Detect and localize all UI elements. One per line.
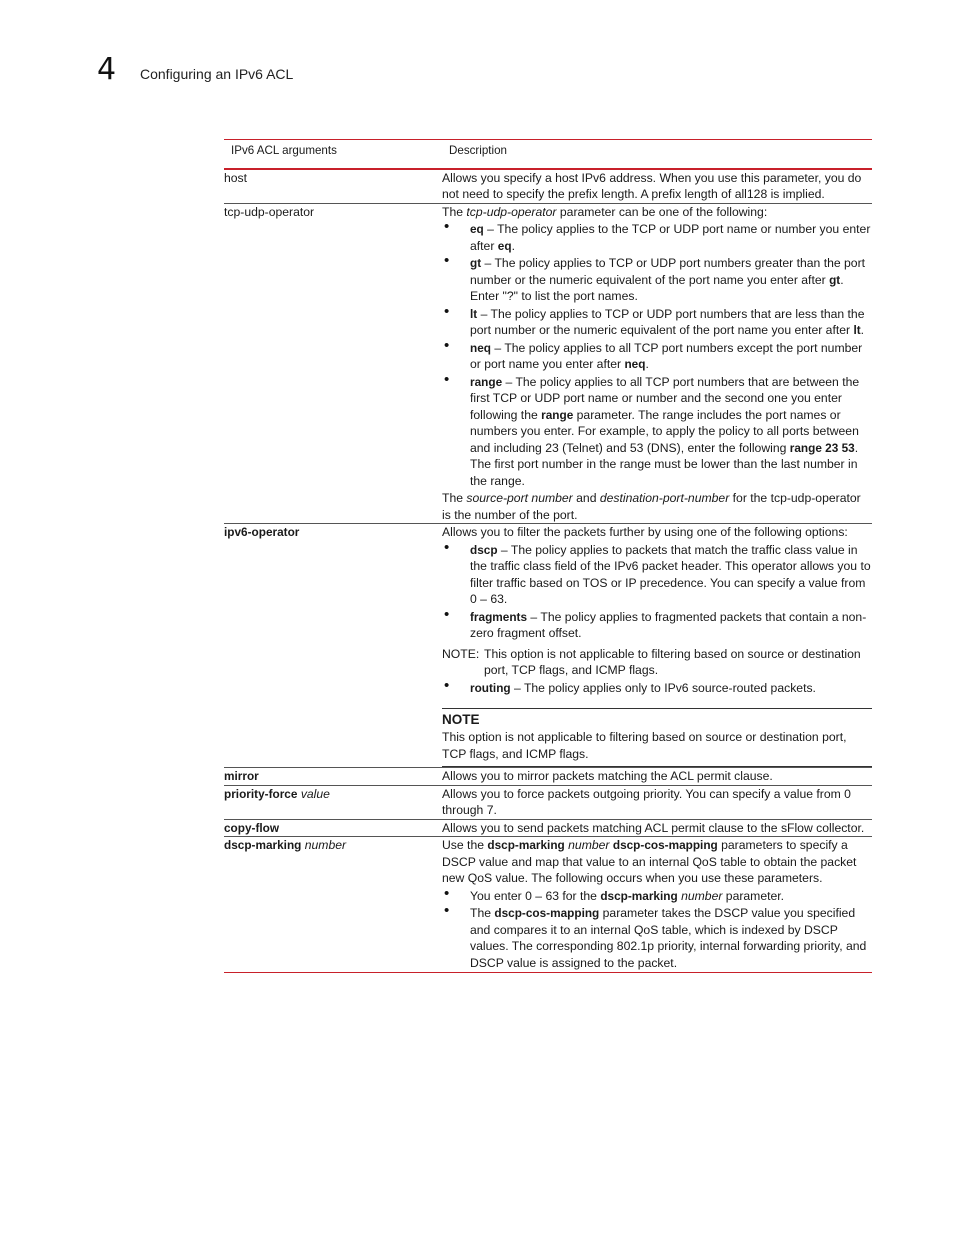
param-name: source-port number	[466, 491, 573, 505]
keyword: dscp-marking	[487, 838, 565, 852]
table-row-dscp-marking	[224, 837, 872, 973]
argument-name: mirror	[224, 769, 259, 783]
argument-cell	[224, 837, 442, 973]
list-item	[442, 888, 872, 905]
table-header-row	[224, 140, 872, 169]
text: Use the	[442, 838, 488, 852]
description-cell	[442, 524, 872, 768]
keyword: dscp-cos-mapping	[612, 838, 718, 852]
description-cell	[442, 768, 872, 786]
description-intro: Allows you to filter the packets further by using one of the following options:	[442, 525, 848, 539]
param-name: number	[681, 888, 723, 903]
param-name: tcp-udp-operator	[466, 204, 557, 219]
description-cell	[442, 169, 872, 204]
table-row-copy-flow	[224, 819, 872, 837]
list-item-fragments	[442, 609, 872, 642]
text: . The first port number in the range must be lower than the last number in the range.	[470, 440, 859, 488]
text: – The policy applies to TCP or UDP port numbers greater than the port number or the numeric equivalent of the port name you enter after	[470, 256, 866, 287]
list-item-neq	[442, 340, 872, 373]
argument-name: host	[224, 170, 248, 185]
text: parameter takes the DSCP value you specified and compares it to an internal QoS table, which is indexed by DSCP values. The corresponding 802.1p priority, internal forwarding priority, and DSCP value is assigned to the packet.	[470, 906, 867, 970]
text: – The policy applies to fragmented packets that contain a non-zero fragment offset.	[470, 609, 867, 640]
keyword: lt	[470, 306, 478, 321]
operator-list	[442, 680, 872, 697]
operator-list	[442, 542, 872, 642]
inline-note	[442, 646, 872, 679]
text: The	[442, 204, 467, 219]
operator-list	[442, 221, 872, 489]
list-item-routing	[442, 680, 872, 697]
text: parameter. The range includes the port names or numbers you enter. For example, to apply the policy to all ports between and including 23 (Telnet) and 53 (DNS), enter the following	[470, 407, 859, 455]
chapter-number: 4	[97, 52, 117, 87]
text: .	[645, 357, 649, 371]
text: for the tcp-udp-operator is the number of the port.	[442, 491, 861, 522]
text: and	[572, 491, 600, 505]
keyword: neq	[470, 340, 491, 355]
list-item-lt	[442, 306, 872, 339]
keyword: dscp-cos-mapping	[494, 906, 600, 920]
list-item-dscp	[442, 542, 872, 608]
argument-name: tcp-udp-operator	[224, 204, 315, 219]
keyword: range	[541, 407, 574, 422]
text: parameter.	[722, 888, 785, 903]
list-item	[442, 905, 872, 971]
argument-name: copy-flow	[224, 820, 280, 835]
argument-cell	[224, 524, 442, 768]
list-item-range	[442, 374, 872, 490]
list-item-eq	[442, 221, 872, 254]
text: – The policy applies to all TCP port numbers except the port number or port name you enter after	[470, 340, 863, 371]
keyword: lt	[853, 323, 861, 337]
keyword: eq	[497, 238, 512, 253]
description-intro	[442, 204, 872, 221]
table-row-ipv6-operator	[224, 524, 872, 768]
keyword: gt	[470, 256, 482, 270]
argument-param: value	[300, 786, 330, 801]
argument-name: ipv6-operator	[224, 525, 300, 539]
list-item-gt	[442, 255, 872, 305]
keyword: fragments	[470, 609, 528, 624]
argument-name: priority-force	[224, 786, 298, 801]
description-text: Allows you to force packets outgoing priority. You can specify a value from 0 through 7.	[442, 786, 851, 817]
description-intro	[442, 837, 872, 887]
argument-cell	[224, 203, 442, 524]
table-row-mirror	[224, 768, 872, 786]
keyword: range 23 53	[789, 440, 855, 455]
column-header-description: Description	[449, 144, 507, 157]
text: – The policy applies to TCP or UDP port numbers that are less than the port number or the numeric equivalent of the port name you enter after	[470, 306, 865, 337]
description-text: Allows you to send packets matching ACL permit clause to the sFlow collector.	[442, 820, 865, 835]
argument-cell	[224, 785, 442, 819]
column-header-arguments: IPv6 ACL arguments	[231, 144, 337, 157]
text: – The policy applies to packets that match the traffic class value in the traffic class field of the IPv6 packet header. This operator allows you to filter traffic based on TOS or IP precedence. You can specify a value from 0 – 63.	[470, 542, 871, 606]
note-box	[442, 708, 872, 767]
argument-param: number	[304, 838, 347, 852]
table-row-host	[224, 169, 872, 204]
description-cell	[442, 785, 872, 819]
text: – The policy applies only to IPv6 source-routed packets.	[510, 680, 816, 695]
note-label: NOTE:	[442, 646, 480, 661]
note-text: This option is not applicable to filtering based on source or destination port, TCP flags, and ICMP flags.	[484, 646, 861, 677]
keyword: range	[470, 374, 503, 389]
description-cell	[442, 203, 872, 524]
note-body: This option is not applicable to filtering based on source or destination port, TCP flags, and ICMP flags.	[442, 730, 847, 761]
argument-cell	[224, 768, 442, 786]
text: . Enter "?" to list the port names.	[470, 272, 844, 303]
text: You enter 0 – 63 for the	[470, 888, 601, 903]
description-cell	[442, 837, 872, 973]
text: parameters to specify a DSCP value and map that value to an internal QoS table to obtain the packet new QoS value. The following occurs when you use these parameters.	[442, 838, 857, 885]
keyword: routing	[470, 680, 511, 695]
argument-cell	[224, 819, 442, 837]
text: The	[470, 906, 495, 920]
text: .	[511, 238, 515, 253]
param-name: destination-port-number	[599, 491, 730, 505]
text: .	[860, 323, 865, 337]
description-outro	[442, 490, 872, 523]
note-heading: NOTE	[442, 712, 480, 727]
keyword: dscp-marking	[600, 888, 678, 903]
description-text: Allows you to mirror packets matching the ACL permit clause.	[442, 769, 773, 783]
ipv6-acl-arguments-table	[224, 139, 872, 973]
argument-name: dscp-marking	[224, 838, 302, 852]
keyword: dscp	[470, 542, 498, 557]
text: – The policy applies to the TCP or UDP port name or number you enter after	[470, 222, 871, 253]
chapter-title: Configuring an IPv6 ACL	[140, 66, 294, 82]
behavior-list	[442, 888, 872, 972]
keyword: neq	[624, 357, 646, 371]
description-text: Allows you specify a host IPv6 address. When you use this parameter, you do not need to specify the prefix length. A prefix length of all128 is implied.	[442, 170, 862, 201]
keyword: eq	[470, 222, 484, 236]
table-row-priority-force	[224, 785, 872, 819]
text: – The policy applies to all TCP port numbers that are between the first TCP or UDP port name or number and the second one you enter following the	[470, 374, 860, 422]
text: The	[442, 491, 467, 505]
param-name: number	[568, 838, 610, 852]
argument-cell	[224, 169, 442, 204]
text: parameter can be one of the following:	[556, 204, 768, 219]
keyword: gt	[829, 272, 841, 287]
description-cell	[442, 819, 872, 837]
table-row-tcp-udp-operator	[224, 203, 872, 524]
